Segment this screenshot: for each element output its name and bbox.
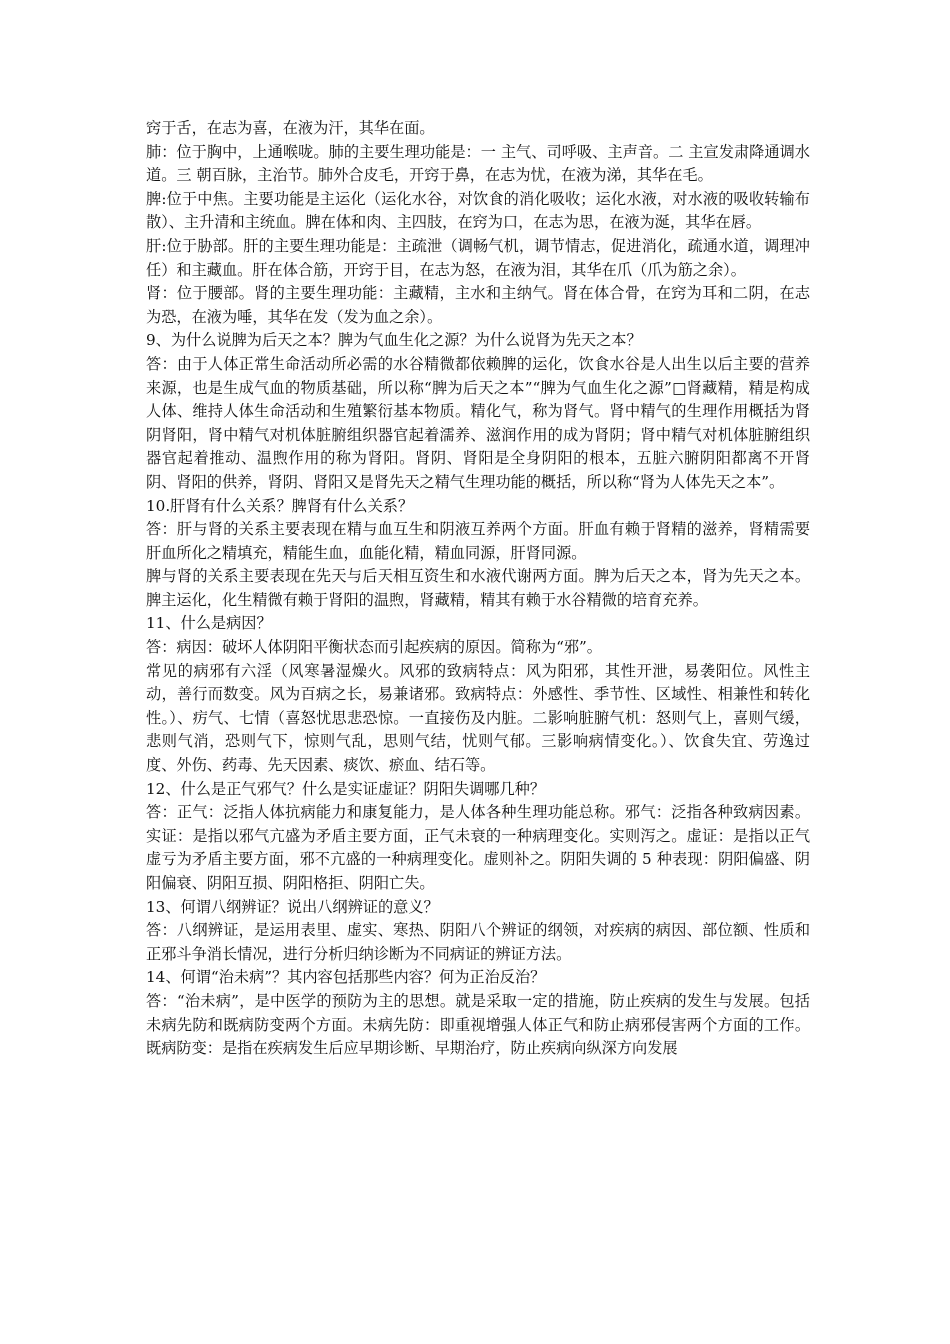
answer-11: 答：病因：破坏人体阴阳平衡状态而引起疾病的原因。简称为“邪”。	[146, 638, 602, 657]
question-11: 11、什么是病因？	[146, 614, 272, 633]
answer-11-common-pathogens: 常见的病邪有六淫（风寒暑湿燥火。风邪的致病特点：风为阳邪，其性开泄，易袭阳位。风性主动，善行而数变。风为百病之长，易兼诸邪。致病特点：外感性、季节性、区域性、相兼性和转化性。）、疠气、七情（喜怒忧思悲恐惊。一直接伤及内脏。二影响脏腑气机：怒则气上，喜则气缓，悲则气消，恐则气下，惊则气乱，思则气结，忧则气郁。三影响病情变化。）、饮食失宜、劳逸过度、外伤、药毒、先天因素、痰饮、瘀血、结石等。	[146, 661, 810, 775]
paragraph-kidney: 肾：位于腰部。肾的主要生理功能：主藏精，主水和主纳气。肾在体合骨，在窍为耳和二阴，在志为恐，在液为唾，其华在发（发为血之余）。	[146, 284, 810, 326]
question-13: 13、何谓八纲辨证？说出八纲辨证的意义？	[146, 897, 439, 916]
paragraph-liver: 肝:位于胁部。肝的主要生理功能是：主疏泄（调畅气机，调节情志，促进消化，疏通水道，调理冲任）和主藏血。肝在体合筋，开窍于目，在志为怒，在液为泪，其华在爪（爪为筋之余）。	[146, 236, 810, 279]
paragraph-heart-continuation: 窍于舌，在志为喜，在液为汗，其华在面。	[146, 119, 435, 137]
paragraph-spleen: 脾:位于中焦。主要功能是主运化（运化水谷，对饮食的消化吸收；运化水液，对水液的吸收转输布散）、主升清和主统血。脾在体和肉、主四肢，在窍为口，在志为思，在液为涎，其华在唇。	[146, 189, 810, 232]
answer-10-spleen-kidney: 脾与肾的关系主要表现在先天与后天相互资生和水液代谢两方面。脾为后天之本，肾为先天之本。脾主运化，化生精微有赖于肾阳的温煦，肾藏精，精其有赖于水谷精微的培育充养。	[146, 567, 810, 609]
paragraph-lung: 肺：位于胸中，上通喉咙。肺的主要生理功能是：一 主气、司呼吸、主声音。二 主宣发肃降通调水道。三 朝百脉，主治节。肺外合皮毛，开窍于鼻，在志为忧，在液为涕，其华在毛。	[146, 142, 810, 185]
answer-9: 答：由于人体正常生命活动所必需的水谷精微都依赖脾的运化，饮食水谷是人出生以后主要的营养来源，也是生成气血的物质基础，所以称“脾为后天之本”“脾为气血生化之源”□肾藏精，精是构成人体、维持人体生命活动和生殖繁衍基本物质。精化气，称为肾气。肾中精气的生理作用概括为肾阴肾阳，肾中精气对机体脏腑组织器官起着濡养、滋润作用的成为肾阴；肾中精气对机体脏腑组织器官起着推动、温煦作用的称为肾阳。肾阴、肾阳是全身阴阳的根本，五脏六腑阴阳都离不开肾阴、肾阳的供养，肾阴、肾阳又是肾先天之精气生理功能的概括，所以称“肾为人体先天之本”。	[146, 354, 810, 491]
document-body	[146, 117, 810, 1061]
answer-10-liver-kidney: 答：肝与肾的关系主要表现在精与血互生和阴液互养两个方面。肝血有赖于肾精的滋养，肾精需要肝血所化之精填充，精能生血，血能化精，精血同源，肝肾同源。	[146, 520, 810, 562]
answer-14: 答：“治未病”，是中医学的预防为主的思想。就是采取一定的措施，防止疾病的发生与发展。包括未病先防和既病防变两个方面。未病先防：即重视增强人体正气和防止病邪侵害两个方面的工作。既病防变：是指在疾病发生后应早期诊断、早期治疗，防止疾病向纵深方向发展	[146, 991, 810, 1058]
question-10: 10.肝肾有什么关系？脾肾有什么关系？	[146, 496, 414, 515]
answer-12: 答：正气：泛指人体抗病能力和康复能力，是人体各种生理功能总称。邪气：泛指各种致病因素。实证：是指以邪气亢盛为矛盾主要方面，正气未衰的一种病理变化。实则泻之。虚证：是指以正气虚亏为矛盾主要方面，邪不亢盛的一种病理变化。虚则补之。阴阳失调的 5 种表现：阴阳偏盛、阴阳偏衰、阴阳互损、阴阳格拒、阴阳亡失。	[146, 803, 810, 892]
answer-13: 答：八纲辨证，是运用表里、虚实、寒热、阴阳八个辨证的纲领，对疾病的病因、部位额、性质和正邪斗争消长情况，进行分析归纳诊断为不同病证的辨证方法。	[146, 921, 810, 963]
question-12: 12、什么是正气邪气？什么是实证虚证？阴阳失调哪几种？	[146, 779, 546, 798]
question-14: 14、何谓“治未病”？其内容包括那些内容？何为正治反治？	[146, 968, 546, 987]
question-9: 9、为什么说脾为后天之本？脾为气血生化之源？为什么说肾为先天之本？	[146, 331, 642, 350]
